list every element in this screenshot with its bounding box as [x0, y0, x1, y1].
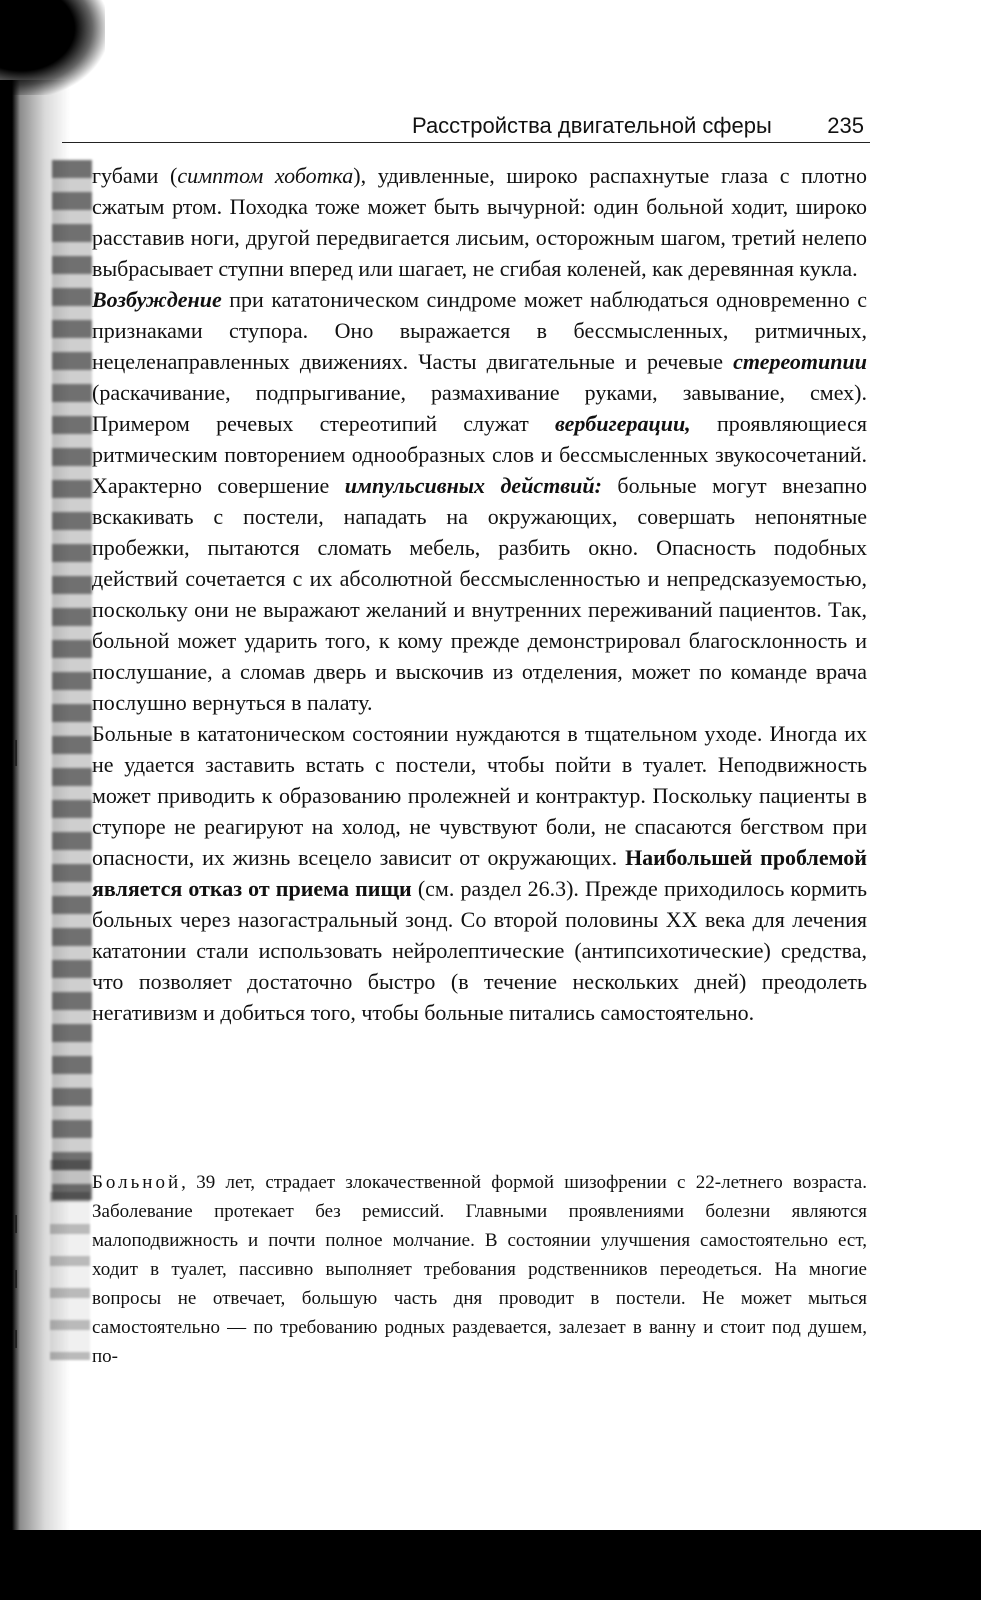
- term-bold-italic: импульсивных действий:: [344, 473, 602, 498]
- scan-mark: [15, 1270, 17, 1288]
- term-bold-italic: стереотипии: [733, 349, 867, 374]
- page-number: 235: [827, 113, 864, 138]
- emphasis-bold: Наибольшей проблемой является отказ от приема пищи: [92, 845, 867, 901]
- scan-mark: [15, 1330, 17, 1348]
- case-lead: Больной: [92, 1172, 182, 1193]
- text-run: проявляющиеся ритмическим повторением однообразных слов и бессмысленных звукосочетаний. Характерно совершение: [92, 411, 867, 498]
- scan-gutter-smudge-lower: [50, 1160, 90, 1360]
- text-run: ), удивленные, широко распахнутые глаза с плотно сжатым ртом. Походка тоже может быть вычурной: один больной ходит, широко расставив ноги, другой передвигается лисьим, осторожным шагом, третий нелепо выбрасывает ступни вперед или шагает, не сгибая коленей, как деревянная кукла.: [92, 163, 867, 281]
- running-head: [412, 113, 872, 139]
- text-run: Больные в кататоническом состоянии нуждаются в тщательном уходе. Иногда их не удается заставить встать с постели, чтобы пойти в туалет. Неподвижность может приводить к образованию пролежней и контрактур. Поскольку пациенты в ступоре не реагируют на холод, не чувствуют боли, не спасаются бегством при опасности, их жизнь всецело зависит от окружающих.: [92, 721, 867, 870]
- running-title: Расстройства двигательной сферы: [412, 113, 772, 138]
- scan-mark: [15, 740, 17, 766]
- paragraph-2: [92, 284, 867, 718]
- text-run: при кататоническом синдроме может наблюдаться одновременно с признаками ступора. Оно выражается в бессмысленных, ритмичных, нецеленаправленных движениях. Часты двигательные и речевые: [92, 287, 867, 374]
- text-run: больные могут внезапно вскакивать с постели, нападать на окружающих, совершать непонятные пробежки, пытаются сломать мебель, разбить окно. Опасность подобных действий сочетается с их абсолютной бессмысленностью и непредсказуемостью, поскольку они не выражают желаний и внутренних переживаний пациентов. Так, больной может ударить того, к кому прежде демонстрировал благосклонность и послушание, а сломав дверь и выскочив из отделения, может по команде врача послушно вернуться в палату.: [92, 473, 867, 715]
- text-run: (раскачивание, подпрыгивание, размахивание руками, завывание, смех). Примером речевых стереотипий служат: [92, 380, 867, 436]
- scan-mark: [15, 1215, 17, 1233]
- term-italic: симптом хоботка: [177, 163, 354, 188]
- term-bold-italic: Возбуждение: [92, 287, 222, 312]
- main-text: [92, 160, 867, 1028]
- text-run: губами (: [92, 163, 178, 188]
- term-bold-italic: вербигерации,: [555, 411, 691, 436]
- paragraph-1: [92, 160, 867, 284]
- paragraph-3: [92, 718, 867, 1028]
- header-rule: [62, 142, 870, 143]
- case-text: , 39 лет, страдает злокачественной формой шизофрении с 22-летнего возраста. Заболевание протекает без ремиссий. Главными проявлениями болезни являются малоподвижность и почти полное молчание. В состоянии улучшения самостоятельно ест, ходит в туалет, пассивно выполняет требования родственников переодеться. На многие вопросы не отвечает, большую часть дня проводит в постели. Не может мыться самостоятельно — по требованию родных раздевается, залезает в ванну и стоит под душем, по-: [92, 1172, 867, 1367]
- scan-gutter-smudge: [52, 160, 92, 1200]
- case-example: [92, 1168, 867, 1371]
- text-run: (см. раздел 26.3). Прежде приходилось кормить больных через назогастральный зонд. Со второй половины XX века для лечения кататонии стали использовать нейролептические (антипсихотические) средства, что позволяет достаточно быстро (в течение нескольких дней) преодолеть негативизм и добиться того, чтобы больные питались самостоятельно.: [92, 876, 868, 1025]
- scan-shadow-bottom: [0, 1530, 981, 1600]
